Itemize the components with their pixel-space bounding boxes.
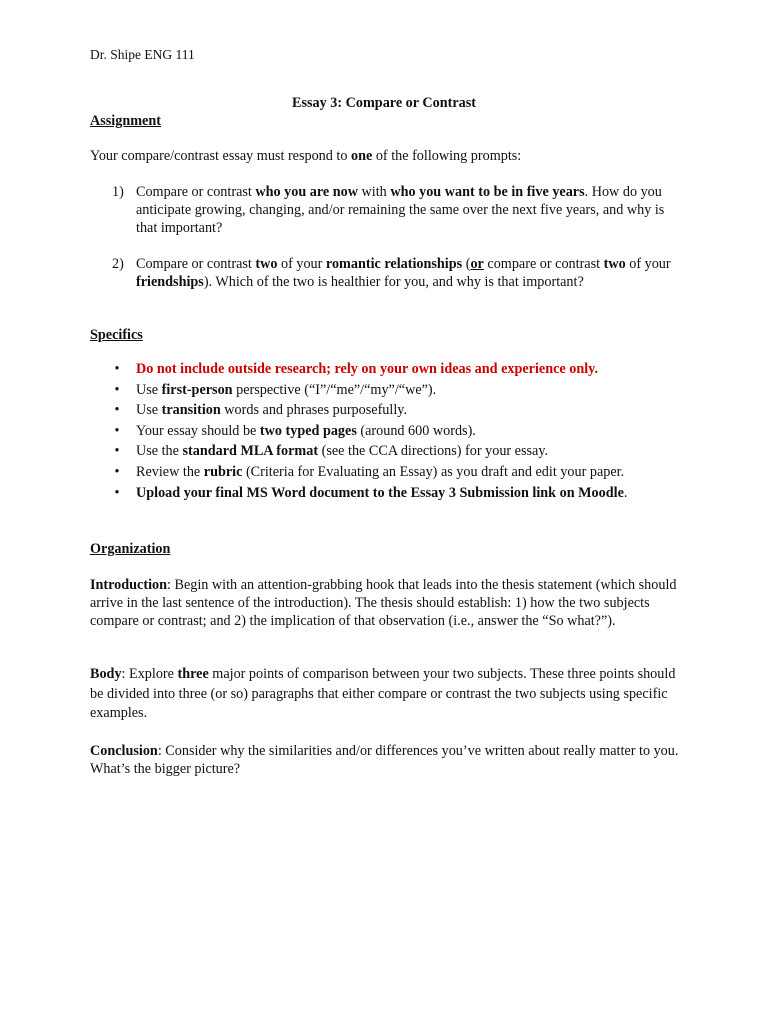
assignment-heading: Assignment bbox=[90, 113, 161, 129]
specifics-list bbox=[112, 360, 682, 504]
prompt-1 bbox=[112, 183, 682, 237]
list-item: • Use transition words and phrases purposefully. bbox=[112, 401, 682, 422]
prompt-2 bbox=[112, 255, 682, 291]
prompt-number: 2) bbox=[112, 256, 124, 272]
body-paragraph: Body: Explore three major points of comparison between your two subjects. These three points should be divided into three (or so) paragraphs that either compare or contrast the two subjects using specific examples. bbox=[90, 666, 676, 721]
bullet-icon: • bbox=[114, 422, 120, 439]
introduction-paragraph: Introduction: Begin with an attention-grabbing hook that leads into the thesis statement (which should arrive in the last sentence of the introduction). The thesis should establish: 1) how the two subjects compare or contrast; and 2) the implication of that observation (i.e., answer the “So what?”). bbox=[90, 577, 677, 629]
prompt-text: Compare or contrast who you are now with who you want to be in five years. How do you anticipate growing, changing, and/or remaining the same over the next five years, and why is that important? bbox=[136, 184, 665, 236]
bullet-icon: • bbox=[114, 381, 120, 398]
list-item: • Do not include outside research; rely on your own ideas and experience only. bbox=[112, 360, 682, 381]
bullet-icon: • bbox=[114, 484, 120, 501]
organization-heading: Organization bbox=[90, 541, 171, 557]
specifics-heading: Specifics bbox=[90, 327, 143, 343]
assignment-intro: Your compare/contrast essay must respond to one of the following prompts: bbox=[90, 148, 522, 164]
bullet-icon: • bbox=[114, 463, 120, 480]
prompt-text: Compare or contrast two of your romantic relationships (or compare or contrast two of your friendships). Which of the two is healthier for you, and why is that important? bbox=[136, 256, 671, 290]
bullet-icon: • bbox=[114, 361, 120, 377]
list-item: • Review the rubric (Criteria for Evaluating an Essay) as you draft and edit your paper. bbox=[112, 463, 682, 484]
essay-title: Essay 3: Compare or Contrast bbox=[292, 95, 476, 111]
bullet-icon: • bbox=[114, 402, 120, 419]
prompt-number: 1) bbox=[112, 184, 124, 200]
conclusion-paragraph: Conclusion: Consider why the similarities and/or differences you’ve written about really matter to you. What’s the bigger picture? bbox=[90, 743, 679, 777]
list-item: • Upload your final MS Word document to the Essay 3 Submission link on Moodle. bbox=[112, 484, 682, 505]
list-item: • Use first-person perspective (“I”/“me”/“my”/“we”). bbox=[112, 381, 682, 402]
instructor-course-header: Dr. Shipe ENG 111 bbox=[90, 47, 195, 62]
list-item: • Your essay should be two typed pages (around 600 words). bbox=[112, 422, 682, 443]
bullet-icon: • bbox=[114, 443, 120, 460]
list-item: • Use the standard MLA format (see the CCA directions) for your essay. bbox=[112, 442, 682, 463]
